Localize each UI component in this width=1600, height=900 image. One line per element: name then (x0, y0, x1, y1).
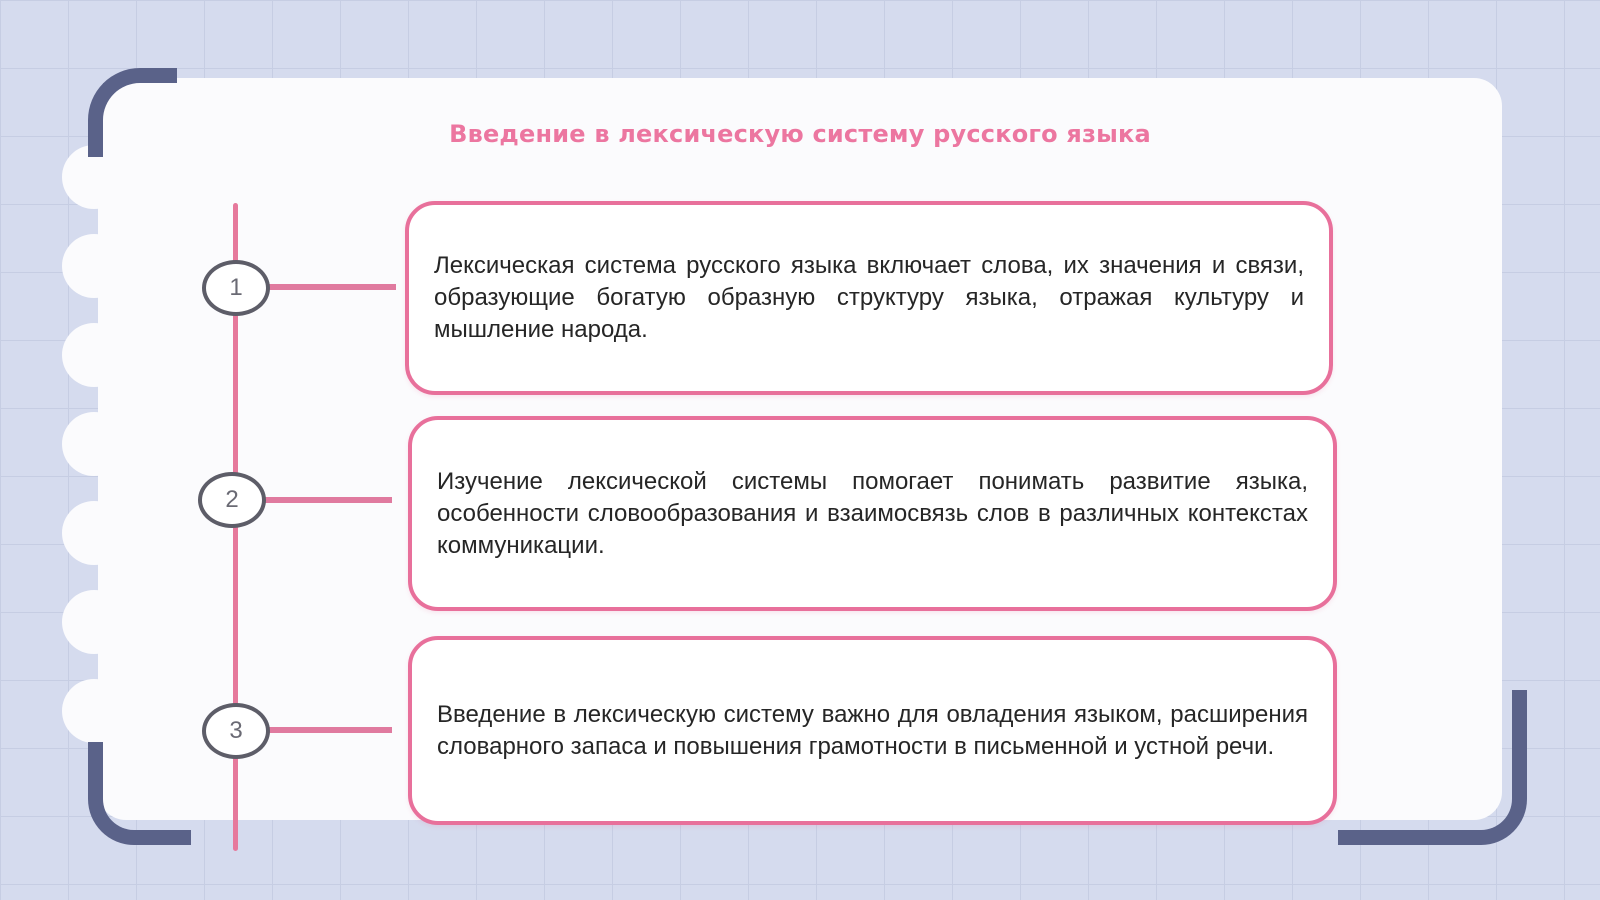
card-scallop (62, 323, 126, 387)
step-1-box (405, 201, 1333, 395)
step-3-connector (266, 727, 392, 733)
card-scallop (62, 412, 126, 476)
step-2-number: 2 (225, 486, 239, 513)
step-1-text: Лексическая система русского языка включает слова, их значения и связи, образующие богатую образную структуру языка, отражая культуру и мышление народа. (434, 252, 1304, 343)
frame-corner-top-left (88, 68, 177, 157)
step-1-number: 1 (229, 274, 243, 301)
frame-corner-bottom-right (1338, 690, 1527, 845)
frame-corner-bottom-left (88, 742, 191, 845)
step-2-text: Изучение лексической системы помогает понимать развитие языка, особенности словообразования и взаимосвязь слов в различных контекстах коммуникации. (437, 467, 1308, 559)
step-3-text: Введение в лексическую систему важно для овладения языком, расширения словарного запаса и повышения грамотности в письменной и устной речи. (437, 700, 1308, 760)
step-1-connector (266, 284, 396, 290)
step-2-box (408, 416, 1337, 611)
card-scallop (62, 590, 126, 654)
step-1-marker (202, 260, 270, 316)
card-scallop (62, 679, 126, 743)
step-2-connector (262, 497, 392, 503)
step-3-number: 3 (229, 717, 243, 744)
slide-title: Введение в лексическую систему русского языка (449, 120, 1151, 148)
card-scallop (62, 234, 126, 298)
card-scallop (62, 501, 126, 565)
step-3-marker (202, 703, 270, 759)
step-2-marker (198, 472, 266, 528)
step-3-box (408, 636, 1337, 825)
